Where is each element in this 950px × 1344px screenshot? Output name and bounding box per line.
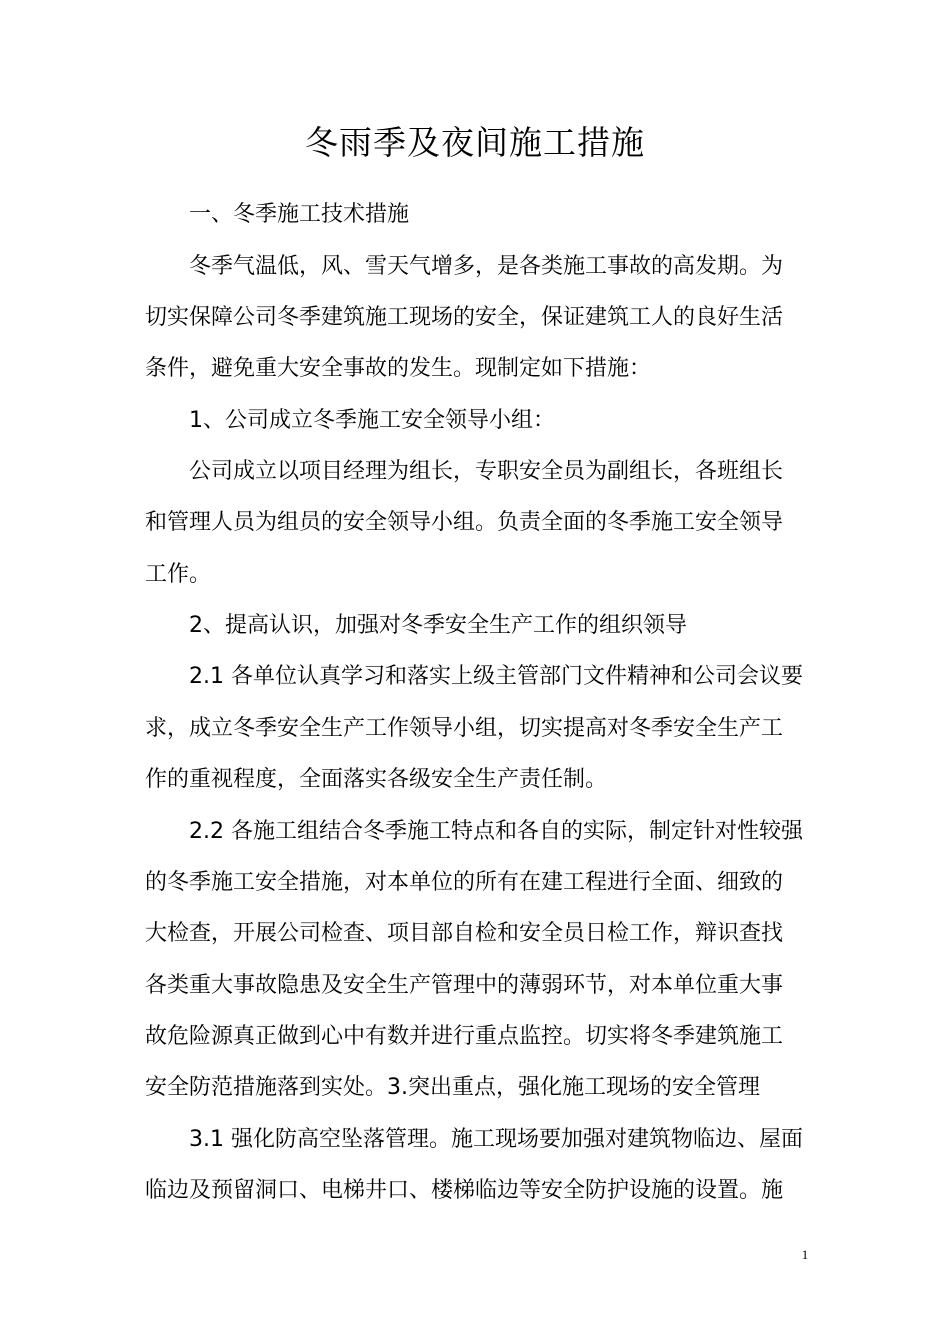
paragraph-line: 工作。 [145,562,212,587]
paragraph-line: 求，成立冬季安全生产工作领导小组，切实提高对冬季安全生产工 [145,716,784,741]
paragraph-line: 公司成立以项目经理为组长，专职安全员为副组长，各班组长 [189,459,784,484]
subheading-2: 2、提高认识，加强对冬季安全生产工作的组织领导 [189,613,687,638]
paragraph-line: 故危险源真正做到心中有数并进行重点监控。切实将冬季建筑施工 [145,1024,784,1049]
paragraph-line: 切实保障公司冬季建筑施工现场的安全，保证建筑工人的良好生活 [145,305,784,330]
subheading-1: 1、公司成立冬季施工安全领导小组： [189,408,555,433]
paragraph-line: 和管理人员为组员的安全领导小组。负责全面的冬季施工安全领导 [145,510,784,535]
section-heading-winter: 一、冬季施工技术措施 [189,202,410,227]
paragraph-line: 3.1 强化防高空坠落管理。施工现场要加强对建筑物临边、屋面 [189,1127,803,1152]
paragraph-line: 条件，避免重大安全事故的发生。现制定如下措施： [145,356,652,381]
paragraph-line: 的冬季施工安全措施，对本单位的所有在建工程进行全面、细致的 [145,870,784,895]
paragraph-line: 作的重视程度，全面落实各级安全生产责任制。 [145,767,608,792]
paragraph-line: 各类重大事故隐患及安全生产管理中的薄弱环节，对本单位重大事 [145,973,784,998]
paragraph-line: 2.1 各单位认真学习和落实上级主管部门文件精神和公司会议要 [189,664,803,689]
paragraph-line: 冬季气温低，风、雪天气增多，是各类施工事故的高发期。为 [189,254,784,279]
paragraph-line: 2.2 各施工组结合冬季施工特点和各自的实际，制定针对性较强 [189,819,803,844]
paragraph-line: 大检查，开展公司检查、项目部自检和安全员日检工作，辩识查找 [145,921,784,946]
paragraph-line: 安全防范措施落到实处。3.突出重点，强化施工现场的安全管理 [145,1075,760,1100]
paragraph-line: 临边及预留洞口、电梯井口、楼梯临边等安全防护设施的设置。施 [145,1178,784,1203]
page-number: 1 [801,1247,809,1262]
document-title: 冬雨季及夜间施工措施 [305,123,645,162]
